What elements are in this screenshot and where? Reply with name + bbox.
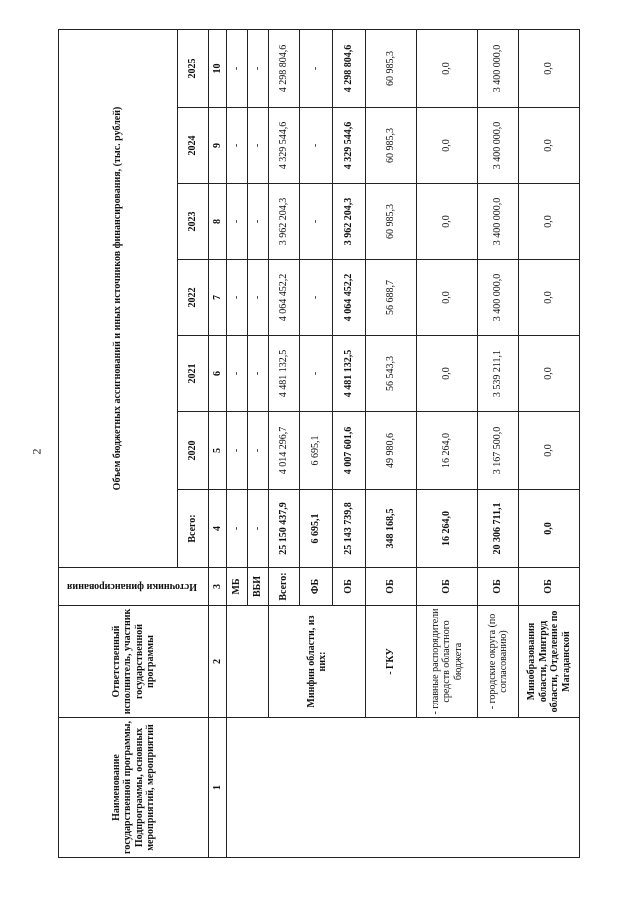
- header-year-2024: 2024: [178, 108, 209, 184]
- value-cell: -: [248, 184, 269, 260]
- value-cell: -: [248, 490, 269, 568]
- rotated-table-container: [58, 30, 572, 858]
- value-cell: 3 400 000,0: [478, 184, 519, 260]
- value-cell: 0,0: [417, 184, 478, 260]
- value-cell: 0,0: [519, 29, 580, 107]
- value-cell: 0,0: [417, 336, 478, 412]
- value-cell: 348 168,5: [366, 490, 417, 568]
- col-num: 5: [209, 412, 227, 490]
- value-cell: 3 962 204,3: [333, 184, 366, 260]
- source-cell: ОБ: [519, 568, 580, 606]
- value-cell: -: [227, 184, 248, 260]
- source-cell: ОБ: [366, 568, 417, 606]
- col-num: 2: [209, 606, 227, 718]
- executor-cell: - главные распорядители средств областного бюджета: [417, 606, 478, 718]
- value-cell: 4 481 132,5: [269, 336, 300, 412]
- value-cell: -: [248, 29, 269, 107]
- column-number-row: [209, 29, 227, 857]
- value-cell: 0,0: [519, 412, 580, 490]
- value-cell: 0,0: [519, 108, 580, 184]
- value-cell: 4 329 544,6: [269, 108, 300, 184]
- value-cell: 49 980,6: [366, 412, 417, 490]
- header-year-2025: 2025: [178, 29, 209, 107]
- value-cell: 4 298 804,6: [333, 29, 366, 107]
- value-cell: 4 298 804,6: [269, 29, 300, 107]
- value-cell: 60 985,3: [366, 108, 417, 184]
- value-cell: 60 985,3: [366, 29, 417, 107]
- value-cell: 16 264,0: [417, 412, 478, 490]
- value-cell: 6 695,1: [300, 490, 333, 568]
- value-cell: 0,0: [417, 260, 478, 336]
- executor-cell-empty: [227, 606, 269, 718]
- value-cell: 4 064 452,2: [269, 260, 300, 336]
- program-name-cell: [227, 718, 580, 858]
- value-cell: 3 400 000,0: [478, 108, 519, 184]
- executor-cell: Минфин области, из них:: [269, 606, 366, 718]
- budget-table: [58, 29, 580, 858]
- header-sources-text: Источники финансирования: [66, 581, 197, 593]
- header-total: Всего:: [178, 490, 209, 568]
- col-num: 10: [209, 29, 227, 107]
- value-cell: -: [227, 29, 248, 107]
- value-cell: 6 695,1: [300, 412, 333, 490]
- value-cell: 4 007 601,6: [333, 412, 366, 490]
- value-cell: -: [300, 260, 333, 336]
- value-cell: 56 543,3: [366, 336, 417, 412]
- value-cell: 25 150 437,9: [269, 490, 300, 568]
- executor-cell: - ГКУ: [366, 606, 417, 718]
- value-cell: 20 306 711,1: [478, 490, 519, 568]
- value-cell: 4 064 452,2: [333, 260, 366, 336]
- page-number: 2: [29, 448, 44, 455]
- header-year-2021: 2021: [178, 336, 209, 412]
- value-cell: 3 167 500,0: [478, 412, 519, 490]
- source-cell: ОБ: [417, 568, 478, 606]
- value-cell: -: [227, 260, 248, 336]
- value-cell: 0,0: [519, 260, 580, 336]
- col-num: 3: [209, 568, 227, 606]
- value-cell: 4 014 296,7: [269, 412, 300, 490]
- col-num: 8: [209, 184, 227, 260]
- col-num: 9: [209, 108, 227, 184]
- header-executor: Ответственный исполнитель, участник государственной программы: [59, 606, 209, 718]
- value-cell: -: [300, 336, 333, 412]
- value-cell: 0,0: [519, 490, 580, 568]
- source-cell: МБ: [227, 568, 248, 606]
- col-num: 4: [209, 490, 227, 568]
- value-cell: -: [300, 184, 333, 260]
- value-cell: 0,0: [519, 184, 580, 260]
- value-cell: 3 400 000,0: [478, 260, 519, 336]
- value-cell: -: [248, 260, 269, 336]
- value-cell: -: [248, 108, 269, 184]
- value-cell: -: [300, 108, 333, 184]
- value-cell: 3 400 000,0: [478, 29, 519, 107]
- source-cell: Всего:: [269, 568, 300, 606]
- value-cell: -: [227, 336, 248, 412]
- col-num: 1: [209, 718, 227, 858]
- col-num: 7: [209, 260, 227, 336]
- value-cell: 4 481 132,5: [333, 336, 366, 412]
- header-year-2023: 2023: [178, 184, 209, 260]
- value-cell: 25 143 739,8: [333, 490, 366, 568]
- value-cell: -: [227, 412, 248, 490]
- source-cell: ОБ: [478, 568, 519, 606]
- value-cell: 3 962 204,3: [269, 184, 300, 260]
- header-volume: Объем бюджетных ассигнований и иных источников финансирования, (тыс. рублей): [59, 29, 178, 567]
- value-cell: 56 688,7: [366, 260, 417, 336]
- value-cell: 4 329 544,6: [333, 108, 366, 184]
- value-cell: -: [248, 336, 269, 412]
- value-cell: -: [227, 490, 248, 568]
- value-cell: 0,0: [417, 29, 478, 107]
- value-cell: 3 539 211,1: [478, 336, 519, 412]
- header-year-2022: 2022: [178, 260, 209, 336]
- source-cell: ОБ: [333, 568, 366, 606]
- header-year-2020: 2020: [178, 412, 209, 490]
- value-cell: 16 264,0: [417, 490, 478, 568]
- value-cell: -: [300, 29, 333, 107]
- executor-cell: - городские округа (по согласованию): [478, 606, 519, 718]
- header-sources: [59, 568, 209, 606]
- header-name: Наименование государственной программы, Подпрограммы, основных мероприятий, мероприятий: [59, 718, 209, 858]
- col-num: 6: [209, 336, 227, 412]
- source-cell: ВБИ: [248, 568, 269, 606]
- value-cell: 0,0: [417, 108, 478, 184]
- value-cell: 0,0: [519, 336, 580, 412]
- value-cell: -: [248, 412, 269, 490]
- executor-cell: Минобразования области, Минтруд области, Отделение по Магаданской: [519, 606, 580, 718]
- source-cell: ФБ: [300, 568, 333, 606]
- table-row: [227, 29, 248, 857]
- value-cell: -: [227, 108, 248, 184]
- value-cell: 60 985,3: [366, 184, 417, 260]
